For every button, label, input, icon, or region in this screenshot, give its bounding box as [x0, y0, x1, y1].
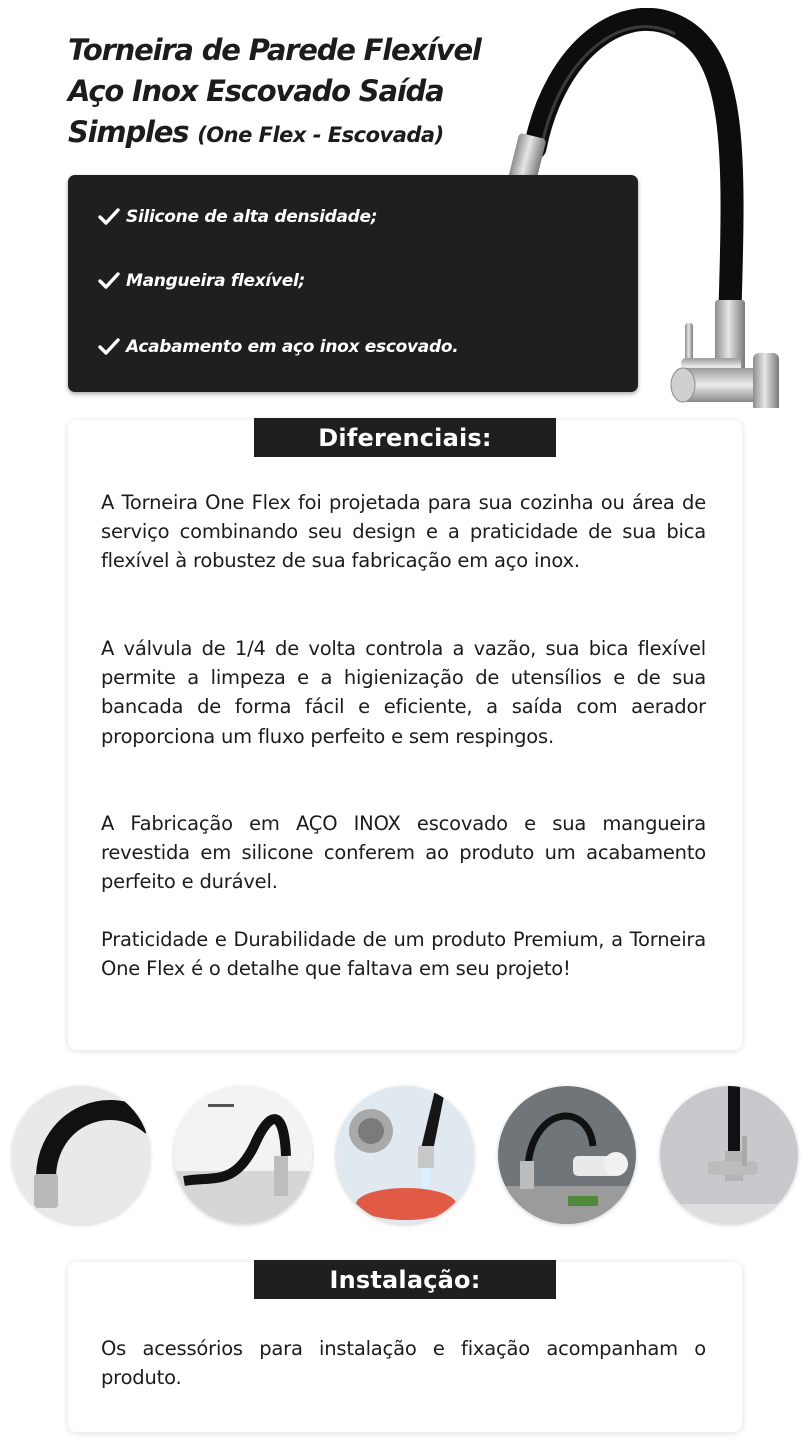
gallery-thumb-wall[interactable] [660, 1086, 798, 1224]
gallery-thumb-aerator[interactable] [336, 1086, 474, 1224]
feature-label: Acabamento em aço inox escovado. [126, 337, 459, 357]
diferenciais-paragraph: Praticidade e Durabilidade de um produto Premium, a Torneira One Flex é o detalhe que faltava em seu projeto! [101, 928, 706, 981]
feature-label: Mangueira flexível; [126, 271, 305, 291]
diferenciais-heading: Diferenciais: [254, 418, 556, 457]
feature-item [98, 267, 305, 295]
sink-photo [174, 1086, 312, 1224]
gallery-thumb-spout[interactable] [12, 1086, 150, 1224]
title-line-3-sub: (One Flex - Escovada) [197, 123, 444, 147]
kitchen-photo [498, 1086, 636, 1224]
spout-photo [12, 1086, 150, 1224]
check-icon [98, 272, 120, 290]
features-panel [68, 175, 638, 392]
title-line-3-main: Simples [68, 115, 189, 149]
instalacao-heading: Instalação: [254, 1260, 556, 1299]
title-line-1: Torneira de Parede Flexível [68, 33, 481, 67]
title-line-3 [68, 112, 538, 156]
feature-item [98, 203, 377, 231]
product-title [68, 30, 538, 156]
title-line-2: Aço Inox Escovado Saída [68, 74, 444, 108]
gallery-thumb-kitchen[interactable] [498, 1086, 636, 1224]
check-icon [98, 338, 120, 356]
aerator-photo [336, 1086, 474, 1224]
diferenciais-paragraph: A Torneira One Flex foi projetada para sua cozinha ou área de serviço combinando seu design e a praticidade de sua bica flexível à robustez de sua fabricação em aço inox. [101, 491, 706, 573]
gallery-thumb-sink[interactable] [174, 1086, 312, 1224]
feature-item [98, 333, 458, 361]
check-icon [98, 208, 120, 226]
diferenciais-paragraph: A válvula de 1/4 de volta controla a vazão, sua bica flexível permite a limpeza e a higienização de utensílios e de sua bancada de forma fácil e eficiente, a saída com aerador proporciona um fluxo perfeito e sem respingos. [101, 637, 706, 748]
feature-label: Silicone de alta densidade; [126, 207, 378, 227]
diferenciais-card [68, 420, 742, 1050]
diferenciais-paragraph: A Fabricação em AÇO INOX escovado e sua mangueira revestida em silicone conferem ao produto um acabamento perfeito e durável. [101, 812, 706, 894]
wall-mount-photo [660, 1086, 798, 1224]
instalacao-text: Os acessórios para instalação e fixação acompanham o produto. [101, 1337, 706, 1390]
instalacao-card [68, 1262, 742, 1432]
